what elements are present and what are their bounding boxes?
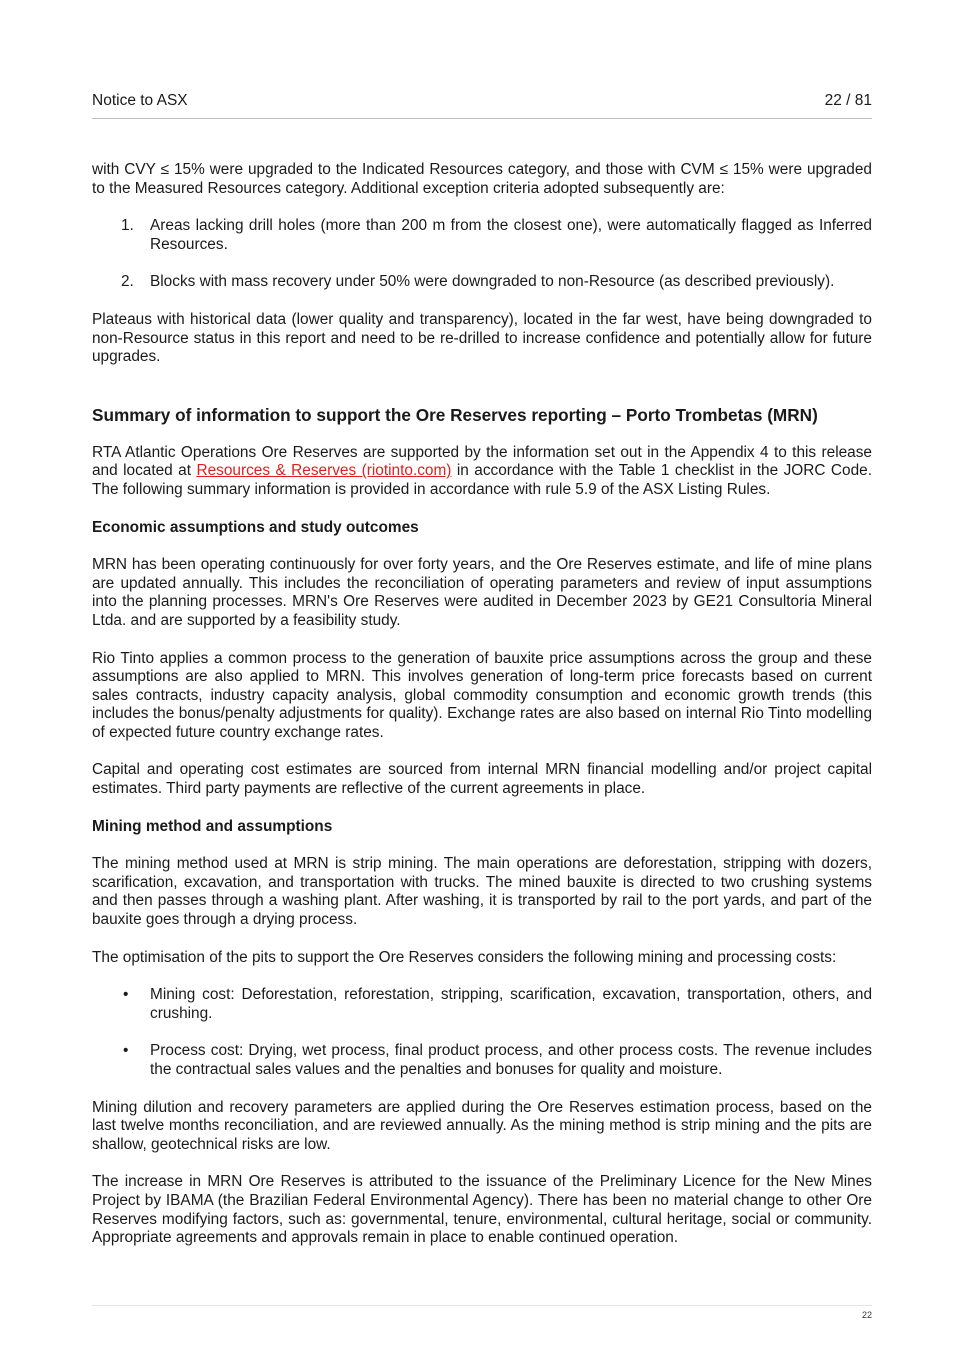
list-item-text: Areas lacking drill holes (more than 200 m from the closest one), were automatically flagged as Inferred Resources. — [150, 217, 872, 253]
bullet-icon: • — [123, 986, 129, 1004]
intro-text-after: in accordance with the Table 1 checklist in the JORC Code. The following summary information is provided in accordance with rule 5.9 of the ASX Listing Rules. — [92, 462, 872, 498]
paragraph: Plateaus with historical data (lower quality and transparency), located in the far west, have being downgraded to non-Resource status in this report and need to be re-drilled to increase confidence and potentially allow for future upgrades. — [92, 310, 872, 366]
list-item-text: Process cost: Drying, wet process, final product process, and other process costs. The revenue includes the contractual sales values and the penalties and bonuses for quality and moisture. — [150, 1042, 872, 1078]
footer-page-number: 22 — [861, 1310, 872, 1320]
paragraph: Rio Tinto applies a common process to the generation of bauxite price assumptions across the group and these assumptions are also applied to MRN. This involves generation of long-term price forecasts based on current sales contracts, industry capacity analysis, global commodity consumption and economic growth trends (this includes the bonus/penalty adjustments for quality). Exchange rates are also based on internal Rio Tinto modelling of expected future country exchange rates. — [92, 649, 872, 741]
header-page-count: 22 / 81 — [824, 92, 872, 109]
bullet-item-1 — [92, 986, 872, 1023]
bullet-item-2 — [92, 1042, 872, 1079]
paragraph: Capital and operating cost estimates are sourced from internal MRN financial modelling and/or project capital estimates. Third party payments are reflective of the current agreements in place. — [92, 761, 872, 798]
paragraph: The optimisation of the pits to support the Ore Reserves considers the following mining and processing costs: — [92, 948, 837, 966]
document-body — [92, 161, 872, 1267]
numbered-item-2 — [92, 273, 872, 292]
page-header — [92, 92, 872, 119]
list-item-text: Blocks with mass recovery under 50% were downgraded to non-Resource (as described previously). — [150, 273, 835, 291]
bullet-icon: • — [123, 1042, 129, 1060]
numbered-item-1 — [92, 217, 872, 254]
footer-divider — [92, 1305, 872, 1306]
header-title: Notice to ASX — [92, 92, 188, 109]
section-title: Summary of information to support the Ore Reserves reporting – Porto Trombetas (MRN) — [92, 404, 818, 425]
resources-reserves-link[interactable]: Resources & Reserves (riotinto.com) — [196, 462, 452, 480]
mining-heading: Mining method and assumptions — [92, 817, 333, 835]
paragraph: The increase in MRN Ore Reserves is attributed to the issuance of the Preliminary Licence for the New Mines Project by IBAMA (the Brazilian Federal Environmental Agency). There has been no material change to other Ore Reserves modifying factors, such as: governmental, tenure, environmental, cultural heritage, social or community. Appropriate agreements and approvals remain in place to enable continued operation. — [92, 1173, 872, 1247]
list-marker: 1. — [121, 217, 134, 235]
paragraph: The mining method used at MRN is strip mining. The main operations are deforestation, stripping with dozers, scarification, excavation, and transportation with trucks. The mined bauxite is directed to two crushing systems and then passes through a washing plant. After washing, it is transported by rail to the port yards, and part of the bauxite goes through a drying process. — [92, 855, 872, 929]
paragraph: with CVY ≤ 15% were upgraded to the Indicated Resources category, and those with CVM ≤ 15% were upgraded to the Measured Resources category. Additional exception criteria adopted subsequently are: — [92, 161, 872, 197]
paragraph: Mining dilution and recovery parameters are applied during the Ore Reserves estimation process, based on the last twelve months reconciliation, and are reviewed annually. As the mining method is strip mining and the pits are shallow, geotechnical risks are low. — [92, 1098, 872, 1153]
paragraph: MRN has been operating continuously for over forty years, and the Ore Reserves estimate, and life of mine plans are updated annually. This includes the reconciliation of operating parameters and review of input assumptions into the planning processes. MRN's Ore Reserves were audited in December 2023 by GE21 Consultoria Mineral Ltda. and are supported by a feasibility study. — [92, 556, 872, 629]
list-item-text: Mining cost: Deforestation, reforestation, stripping, scarification, excavation, transportation, others, and crushing. — [150, 986, 872, 1022]
intro-paragraph — [92, 444, 872, 500]
economic-heading: Economic assumptions and study outcomes — [92, 518, 419, 536]
list-marker: 2. — [121, 273, 134, 291]
intro-text-before: RTA Atlantic Operations Ore Reserves are supported by the information set out in the Appendix 4 to this release and located at — [92, 443, 872, 480]
